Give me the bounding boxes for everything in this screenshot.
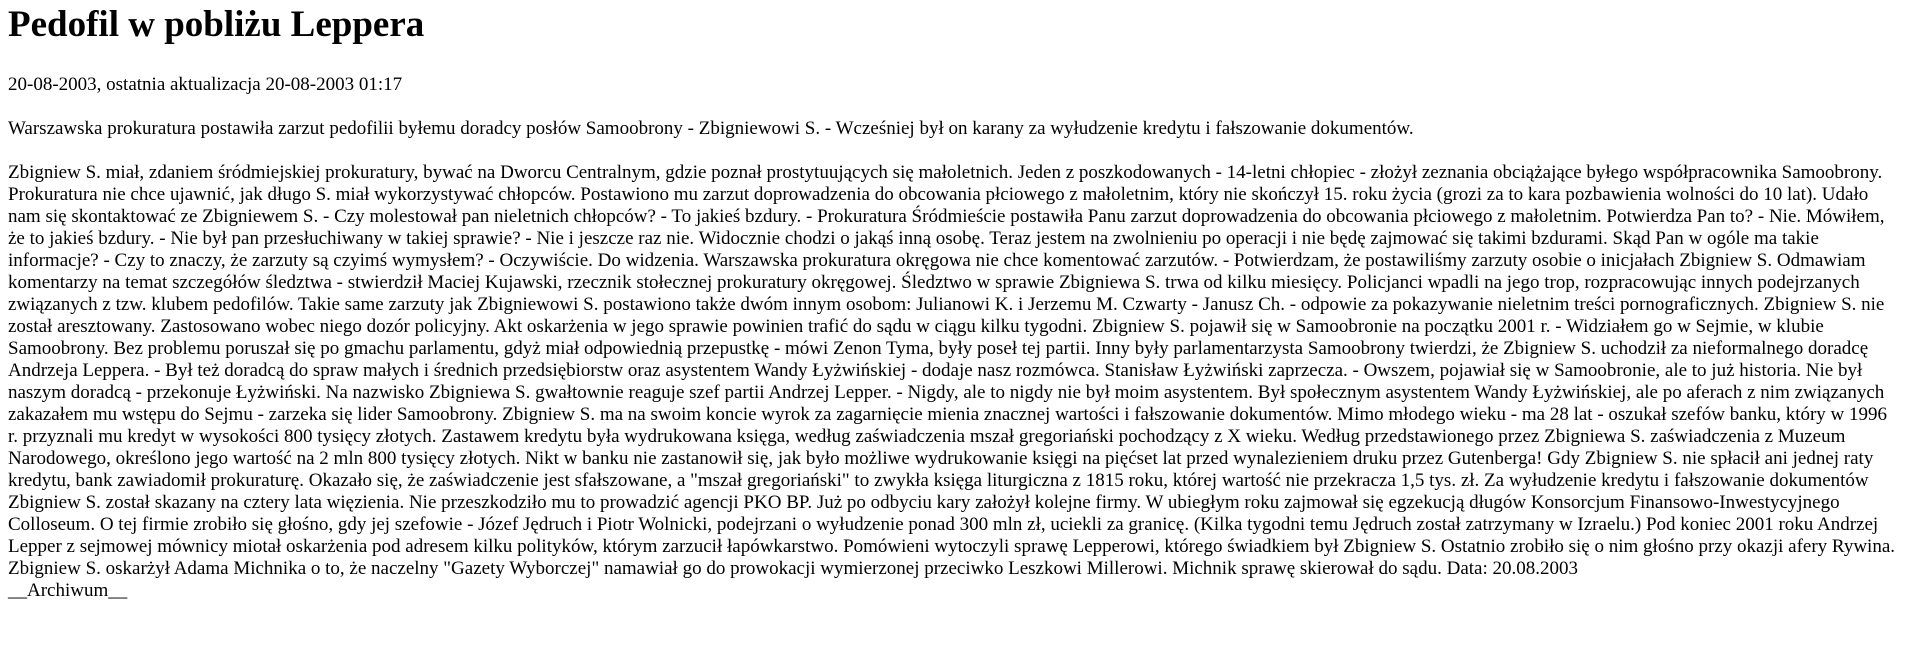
archive-label: __Archiwum__ bbox=[8, 580, 128, 601]
article-body: Zbigniew S. miał, zdaniem śródmiejskiej prokuratury, bywać na Dworcu Centralnym, gdzie poznał prostytuujących się małoletnich. Jeden z poszkodowanych - 14-letni chłopiec - złożył zeznania obciążające byłego współpracownika Samoobrony. Prokuratura nie chce ujawnić, jak długo S. miał wykorzystywać chłopców. Postawiono mu zarzut doprowadzenia do obcowania płciowego z małoletnim, który nie skończył 15. roku życia (grozi za to kara pozbawienia wolności do 10 lat). Udało nam się skontaktować ze Zbigniewem S. - Czy molestował pan nieletnich chłopców? - To jakieś bzdury. - Prokuratura Śródmieście postawiła Panu zarzut doprowadzenia do obcowania płciowego z małoletnim. Potwierdza Pan to? - Nie. Mówiłem, że to jakieś bzdury. - Nie był pan przesłuchiwany w takiej sprawie? - Nie i jeszcze raz nie. Widocznie chodzi o jakąś inną osobę. Teraz jestem na zwolnieniu po operacji i nie będę zajmować się takimi bzdurami. Skąd Pan w ogóle ma takie informacje? - Czy to znaczy, że zarzuty są czyimś wymysłem? - Oczywiście. Do widzenia. Warszawska prokuratura okręgowa nie chce komentować zarzutów. - Potwierdzam, że postawiliśmy zarzuty osobie o inicjałach Zbigniew S. Odmawiam komentarzy na temat szczegółów śledztwa - stwierdził Maciej Kujawski, rzecznik stołecznej prokuratury okręgowej. Śledztwo w sprawie Zbigniewa S. trwa od kilku miesięcy. Policjanci wpadli na jego trop, rozpracowując innych podejrzanych związanych z tzw. klubem pedofilów. Takie same zarzuty jak Zbigniewowi S. postawiono także dwóm innym osobom: Julianowi K. i Jerzemu M. Czwarty - Janusz Ch. - odpowie za pokazywanie nieletnim treści pornograficznych. Zbigniew S. nie został aresztowany. Zastosowano wobec niego dozór policyjny. Akt oskarżenia w jego sprawie powinien trafić do sądu w ciągu kilku tygodni. Zbigniew S. pojawił się w Samoobronie na początku 2001 r. - Widziałem go w Sejmie, w klubie Samoobrony. Bez problemu poruszał się po gmachu parlamentu, gdyż miał odpowiednią przepustkę - mówi Zenon Tyma, były poseł tej partii. Inny były parlamentarzysta Samoobrony twierdzi, że Zbigniew S. uchodził za nieformalnego doradcę Andrzeja Leppera. - Był też doradcą do spraw małych i średnich przedsiębiorstw oraz asystentem Wandy Łyżwińskiej - dodaje nasz rozmówca. Stanisław Łyżwiński zaprzecza. - Owszem, pojawiał się w Samoobronie, ale to już historia. Nie był naszym doradcą - przekonuje Łyżwiński. Na nazwisko Zbigniewa S. gwałtownie reaguje szef partii Andrzej Lepper. - Nigdy, ale to nigdy nie był moim asystentem. Był społecznym asystentem Wandy Łyżwińskiej, ale po aferach z nim związanych zakazałem mu wstępu do Sejmu - zarzeka się lider Samoobrony. Zbigniew S. ma na swoim koncie wyrok za zagarnięcie mienia znacznej wartości i fałszowanie dokumentów. Mimo młodego wieku - ma 28 lat - oszukał szefów banku, który w 1996 r. przyznali mu kredyt w wysokości 800 tysięcy złotych. Zastawem kredytu była wydrukowana księga, według zaświadczenia mszał gregoriański pochodzący z X wieku. Według przedstawionego przez Zbigniewa S. zaświadczenia z Muzeum Narodowego, określono jego wartość na 2 mln 800 tysięcy złotych. Nikt w banku nie zastanowił się, jak było możliwe wydrukowanie księgi na pięćset lat przed wynalezieniem druku przez Gutenberga! Gdy Zbigniew S. nie spłacił ani jednej raty kredytu, bank zawiadomił prokuraturę. Okazało się, że zaświadczenie jest sfałszowane, a "mszał gregoriański" to zwykła księga liturgiczna z 1815 roku, której wartość nie przekracza 1,5 tys. zł. Za wyłudzenie kredytu i fałszowanie dokumentów Zbigniew S. został skazany na cztery lata więzienia. Nie przeszkodziło mu to prowadzić agencji PKO BP. Już po odbyciu kary założył kolejne firmy. W ubiegłym roku zajmował się egzekucją długów Konsorcjum Finansowo-Inwestycyjnego Colloseum. O tej firmie zrobiło się głośno, gdy jej szefowie - Józef Jędruch i Piotr Wolnicki, podejrzani o wyłudzenie ponad 300 mln zł, uciekli za granicę. (Kilka tygodni temu Jędruch został zatrzymany w Izraelu.) Pod koniec 2001 roku Andrzej Lepper z sejmowej mównicy miotał oskarżenia pod adresem kilku polityków, którym zarzucił łapówkarstwo. Pomówieni wytoczyli sprawę Lepperowi, którego świadkiem był Zbigniew S. Ostatnio zrobiło się o nim głośno przy okazji afery Rywina. Zbigniew S. oskarżył Adama Michnika o to, że naczelny "Gazety Wyborczej" namawiał go do prowokacji wymierzonej przeciwko Leszkowi Millerowi. Michnik sprawę skierował do sądu. Data: 20.08.2003 bbox=[8, 162, 1896, 579]
article-dateline: 20-08-2003, ostatnia aktualizacja 20-08-2003 01:17 bbox=[8, 74, 403, 95]
article-lead: Warszawska prokuratura postawiła zarzut pedofilii byłemu doradcy posłów Samoobrony - Zbigniewowi S. - Wcześniej był on karany za wyłudzenie kredytu i fałszowanie dokumentów. bbox=[8, 118, 1414, 139]
article-title: Pedofil w pobliżu Leppera bbox=[8, 4, 425, 45]
